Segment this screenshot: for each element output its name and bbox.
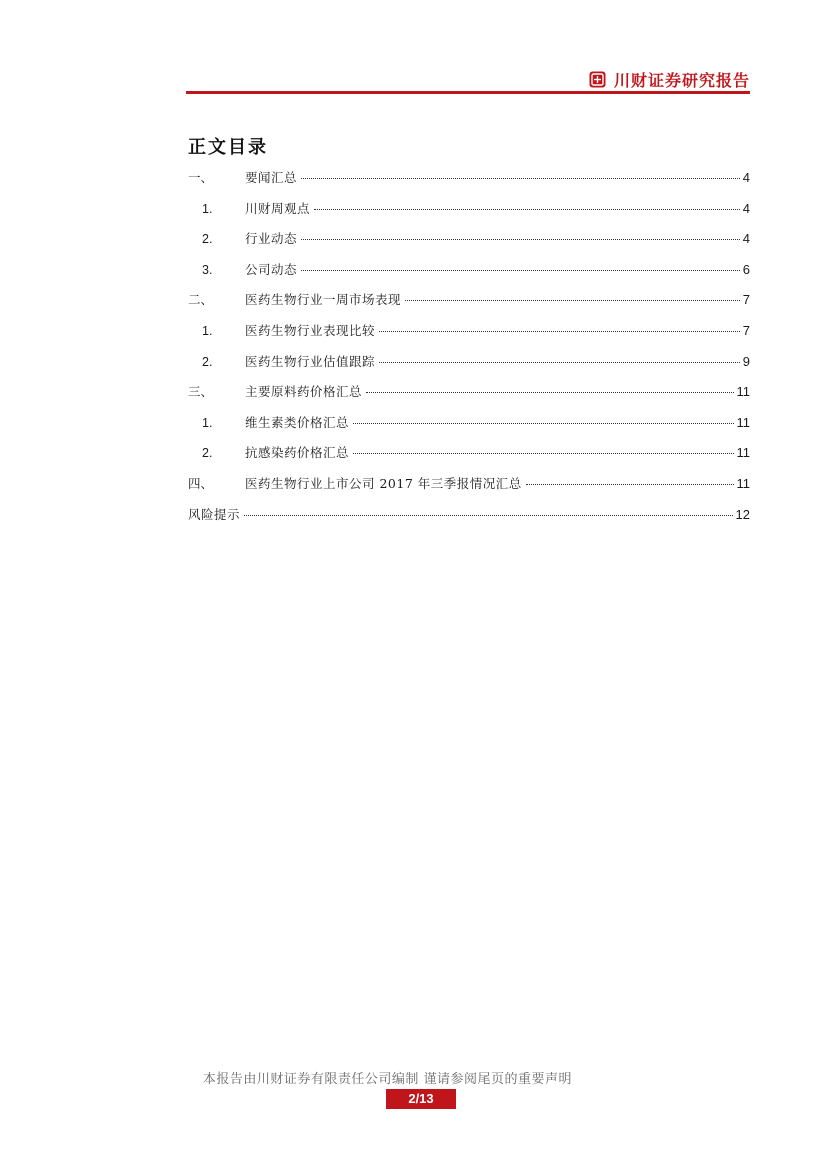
toc-title: 正文目录 [188,137,268,158]
brand-name: 川财证券研究报告 [613,70,750,90]
toc-entry[interactable] [188,352,750,372]
toc-entry[interactable] [188,382,750,402]
toc-entry-page: 12 [735,506,750,522]
chuancai-logo-icon [589,71,606,88]
toc-leader-dots [379,362,740,363]
toc-entry-number: 1. [202,201,213,216]
toc-entry-label: 主要原料药价格汇总 [245,384,363,400]
toc-entry[interactable] [188,413,750,433]
toc-entry-label: 风险提示 [188,506,241,522]
toc-entry-label: 川财周观点 [245,200,311,216]
toc-entry[interactable] [188,229,750,249]
toc-entry-page: 11 [736,476,750,491]
toc-entry-label: 医药生物行业一周市场表现 [245,292,402,308]
page-header [186,64,750,92]
toc-entry-page: 4 [742,200,750,216]
toc-entry-page: 4 [742,231,750,247]
toc-entry-number: 2. [202,446,213,461]
toc-entry-page: 9 [742,353,750,369]
toc-entry[interactable] [188,474,750,494]
toc-entry-number: 2. [202,354,213,369]
toc-leader-dots [244,515,733,516]
toc-entry-label: 医药生物行业表现比较 [245,323,376,338]
toc-entry[interactable] [188,321,750,341]
toc-leader-dots [526,484,734,485]
toc-entry-label: 维生素类价格汇总 [245,414,350,430]
toc-entry[interactable] [188,443,750,463]
footer-disclaimer: 本报告由川财证券有限责任公司编制 谨请参阅尾页的重要声明 [202,1072,573,1087]
page-number: 2/13 [386,1089,456,1109]
toc-entry-number: 1. [202,324,213,338]
toc-entry-number: 一、 [188,171,214,185]
toc-entry-page: 4 [742,170,750,185]
toc-leader-dots [301,178,740,179]
toc-leader-dots [366,392,733,393]
toc-entry-number: 四、 [188,477,214,491]
toc-leader-dots [379,331,740,332]
toc-entry-label: 要闻汇总 [245,170,298,185]
header-rule [186,91,750,94]
toc-leader-dots [353,453,733,454]
toc-entry-page: 7 [742,292,750,308]
toc-entry-label: 医药生物行业估值跟踪 [245,353,376,369]
toc-leader-dots [301,239,740,240]
toc-entry-label: 医药生物行业上市公司 2017 年三季报情况汇总 [245,476,522,491]
toc-entry-number: 3. [202,262,213,277]
toc-entry[interactable] [188,290,750,310]
brand [589,68,750,90]
toc-entry-page: 7 [742,323,750,338]
toc-entry-page: 11 [736,384,750,400]
toc-entry-number: 2. [202,232,213,247]
toc-leader-dots [353,423,733,424]
toc-leader-dots [405,300,740,301]
toc-entry-label: 抗感染药价格汇总 [245,445,350,461]
toc-entry-label: 行业动态 [245,231,298,247]
toc-entry-label: 公司动态 [245,261,298,277]
toc-entry-page: 11 [736,445,750,461]
toc-entry[interactable] [188,168,750,188]
toc-leader-dots [314,209,740,210]
toc-entry-page: 11 [736,414,750,430]
toc-entry-page: 6 [742,261,750,277]
toc-entry[interactable] [188,199,750,219]
toc-entry[interactable] [188,505,750,525]
toc-leader-dots [301,270,740,271]
toc-entry-number: 三、 [188,385,214,400]
toc-entry-number: 1. [202,415,213,430]
toc-entry-number: 二、 [188,293,214,308]
toc-entry[interactable] [188,260,750,280]
